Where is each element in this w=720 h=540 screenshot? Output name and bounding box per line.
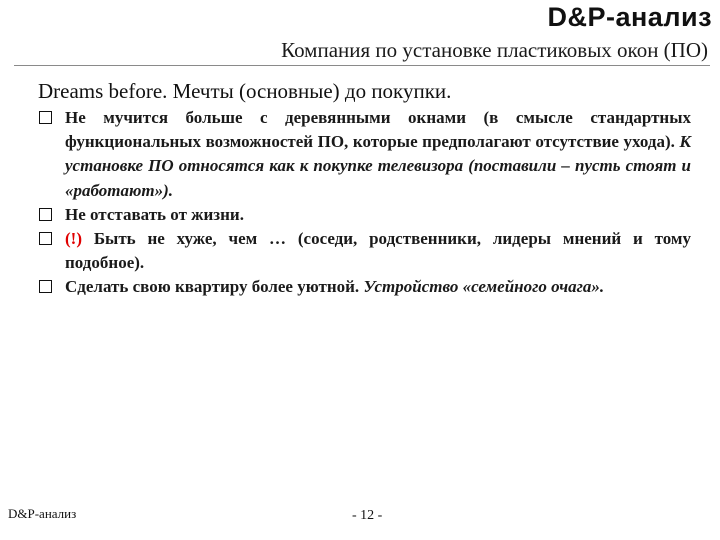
list-item <box>38 203 691 227</box>
bullet-square-icon <box>39 280 52 293</box>
header-title: D&P-анализ <box>547 2 712 32</box>
bullet-italic-text: К установке ПО относятся как к покупке телевизора (поставили – пусть стоят и «работают»). <box>65 132 691 200</box>
bullet-square-icon <box>39 208 52 221</box>
bullet-square-icon <box>39 232 52 245</box>
list-item <box>38 106 691 203</box>
bullet-text: Сделать свою квартиру более уютной. <box>65 277 360 297</box>
bullet-text: Не мучится больше с деревянными окнами (в смысле стандартных функциональных возможностей ПО, которые предполагают отсутствие ухода). <box>65 108 691 152</box>
bullet-italic-text: Устройство «семейного очага». <box>363 277 605 297</box>
bullet-list <box>38 106 691 300</box>
list-item <box>38 227 691 275</box>
header-divider <box>14 65 710 66</box>
bullet-text: Быть не хуже, чем … (соседи, родственники, лидеры мнений и тому подобное). <box>65 229 691 273</box>
list-item <box>38 275 691 299</box>
section-heading: Dreams before. Мечты (основные) до покупки. <box>38 79 452 103</box>
header-subtitle: Компания по установке пластиковых окон (ПО) <box>281 38 708 62</box>
page-number: - 12 - <box>352 508 383 523</box>
footer-label: D&P-анализ <box>8 506 77 521</box>
bullet-text: Не отставать от жизни. <box>65 204 244 224</box>
bullet-square-icon <box>39 111 52 124</box>
exclamation-mark: (!) <box>65 229 82 249</box>
